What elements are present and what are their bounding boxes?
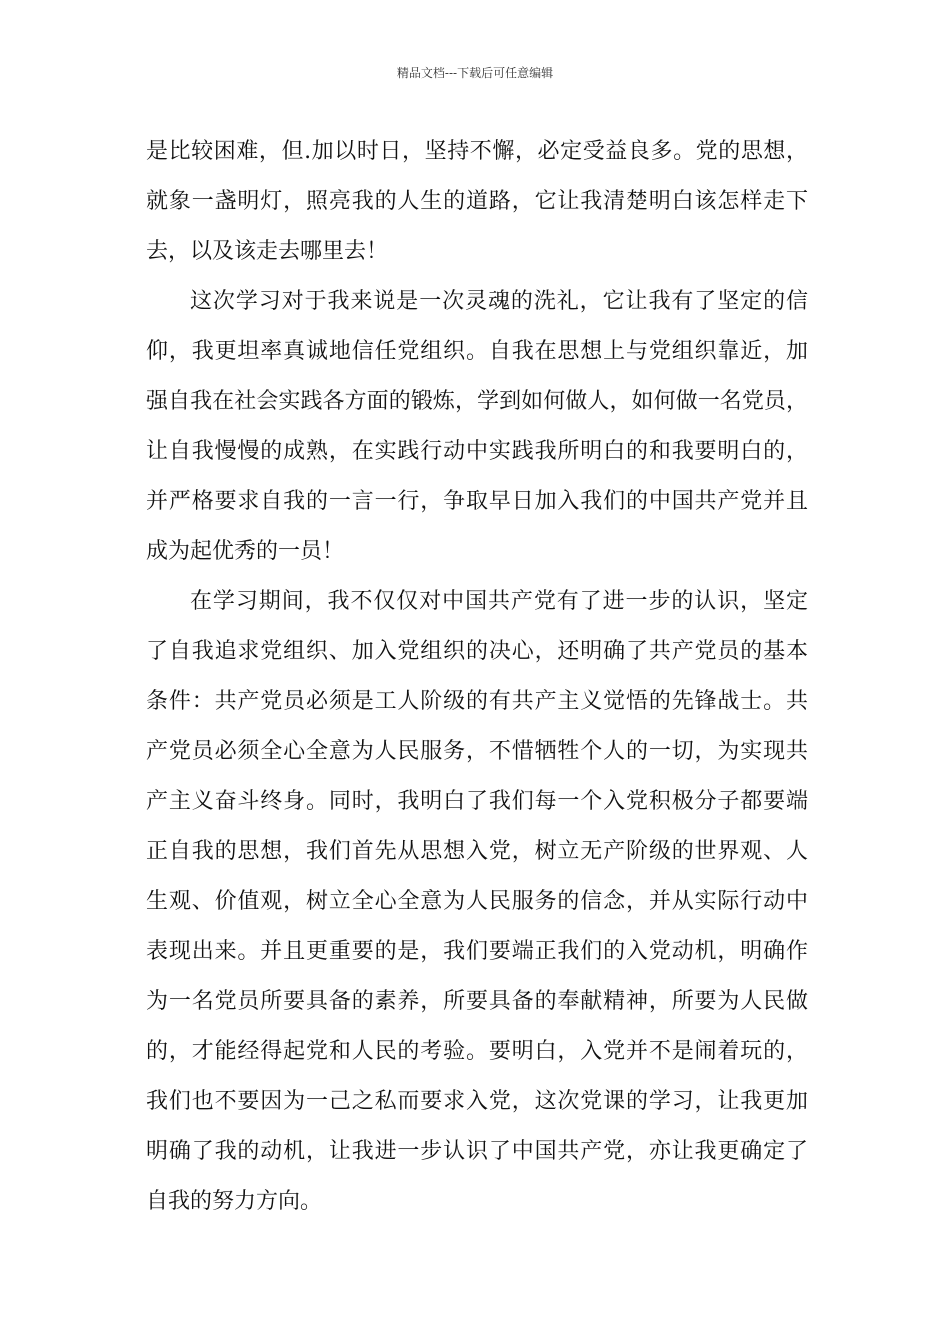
text-line: 就象一盏明灯，照亮我的人生的道路，它让我清楚明白该怎样走下 — [146, 189, 808, 214]
text-line: 生观、价值观，树立全心全意为人民服务的信念，并从实际行动中 — [146, 889, 808, 914]
text-line: 产党员必须全心全意为人民服务，不惜牺牲个人的一切，为实现共 — [146, 739, 808, 764]
text-line: 让自我慢慢的成熟，在实践行动中实践我所明白的和我要明白的， — [146, 439, 808, 464]
text-line: 我们也不要因为一己之私而要求入党，这次党课的学习，让我更加 — [146, 1089, 808, 1114]
document-body — [146, 127, 808, 1227]
text-line: 成为起优秀的一员！ — [146, 539, 345, 564]
paragraph-first-line: 在学习期间，我不仅仅对中国共产党有了进一步的认识，坚定 — [190, 589, 808, 614]
text-line: 仰，我更坦率真诚地信任党组织。自我在思想上与党组织靠近，加 — [146, 339, 808, 364]
text-line: 的，才能经得起党和人民的考验。要明白，入党并不是闹着玩的， — [146, 1039, 808, 1064]
text-line: 了自我追求党组织、加入党组织的决心，还明确了共产党员的基本 — [146, 639, 808, 664]
text-line: 自我的努力方向。 — [146, 1189, 323, 1214]
text-line: 产主义奋斗终身。同时，我明白了我们每一个入党积极分子都要端 — [146, 789, 808, 814]
text-line: 明确了我的动机，让我进一步认识了中国共产党，亦让我更确定了 — [146, 1139, 808, 1164]
text-line: 强自我在社会实践各方面的锻炼，学到如何做人，如何做一名党员， — [146, 389, 808, 414]
text-line: 正自我的思想，我们首先从思想入党，树立无产阶级的世界观、人 — [146, 839, 808, 864]
page-header: 精品文档---下载后可任意编辑 — [396, 66, 554, 80]
paragraph-first-line: 这次学习对于我来说是一次灵魂的洗礼，它让我有了坚定的信 — [190, 289, 808, 314]
text-line: 是比较困难，但.加以时日，坚持不懈，必定受益良多。党的思想， — [146, 139, 808, 164]
text-line: 条件：共产党员必须是工人阶级的有共产主义觉悟的先锋战士。共 — [146, 689, 808, 714]
text-line: 表现出来。并且更重要的是，我们要端正我们的入党动机，明确作 — [146, 939, 808, 964]
text-line: 为一名党员所要具备的素养，所要具备的奉献精神，所要为人民做 — [146, 989, 808, 1014]
text-line: 去，以及该走去哪里去！ — [146, 239, 389, 264]
text-line: 并严格要求自我的一言一行，争取早日加入我们的中国共产党并且 — [146, 489, 808, 514]
